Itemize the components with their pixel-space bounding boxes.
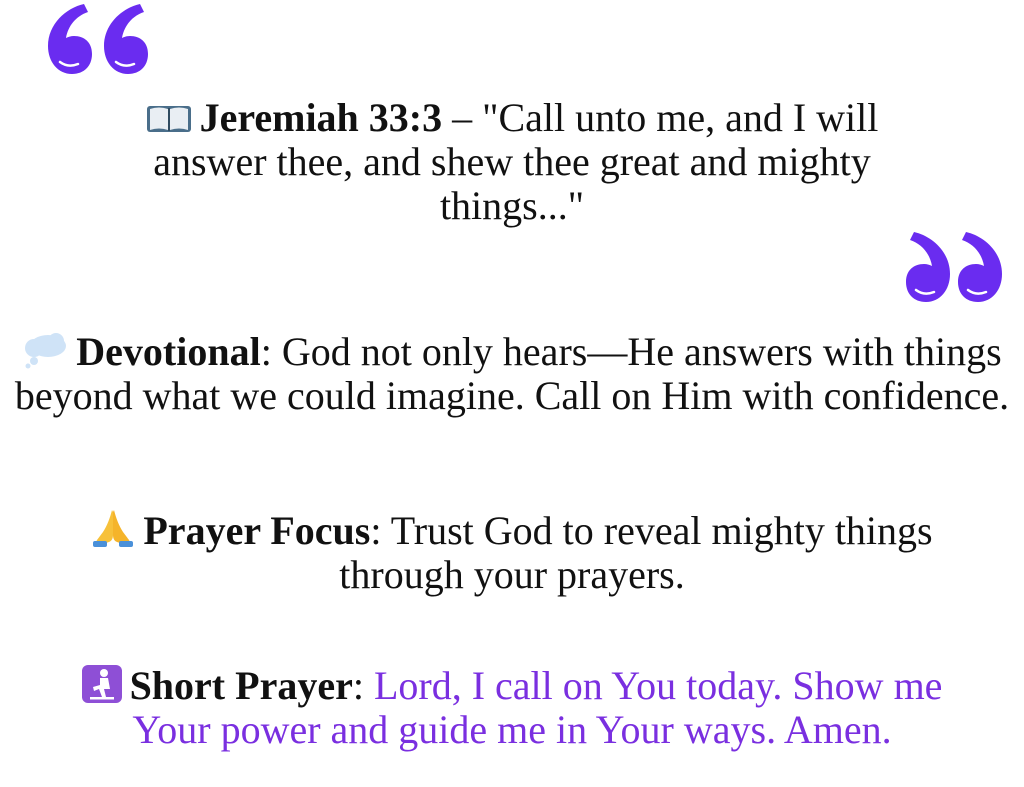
thought-bubble-icon <box>22 333 68 369</box>
verse-reference: Jeremiah 33:3 <box>199 95 443 140</box>
short-prayer-separator: : <box>352 663 374 708</box>
devotional-label: Devotional <box>76 329 261 374</box>
place-of-worship-icon <box>82 665 122 703</box>
devotional-block <box>0 330 1024 418</box>
prayer-focus-block <box>0 508 1024 597</box>
short-prayer-text: Lord, I call on You today. Show me Your power and guide me in Your ways. Amen. <box>132 663 943 752</box>
open-book-icon <box>146 103 192 135</box>
prayer-focus-text: : Trust God to reveal mighty things through your prayers. <box>339 508 933 597</box>
prayer-focus-label: Prayer Focus <box>143 508 371 553</box>
verse-text: – "Call unto me, and I will answer thee, and shew thee great and mighty things..." <box>153 95 879 228</box>
short-prayer-label: Short Prayer <box>129 663 353 708</box>
close-quote-icon <box>904 226 1004 306</box>
praying-hands-icon <box>91 508 135 548</box>
short-prayer-block <box>0 664 1024 752</box>
verse-block <box>0 96 1024 228</box>
open-quote-icon <box>44 0 148 78</box>
devotional-text: : God not only hears—He answers with things beyond what we could imagine. Call on Him with confidence. <box>14 329 1010 418</box>
